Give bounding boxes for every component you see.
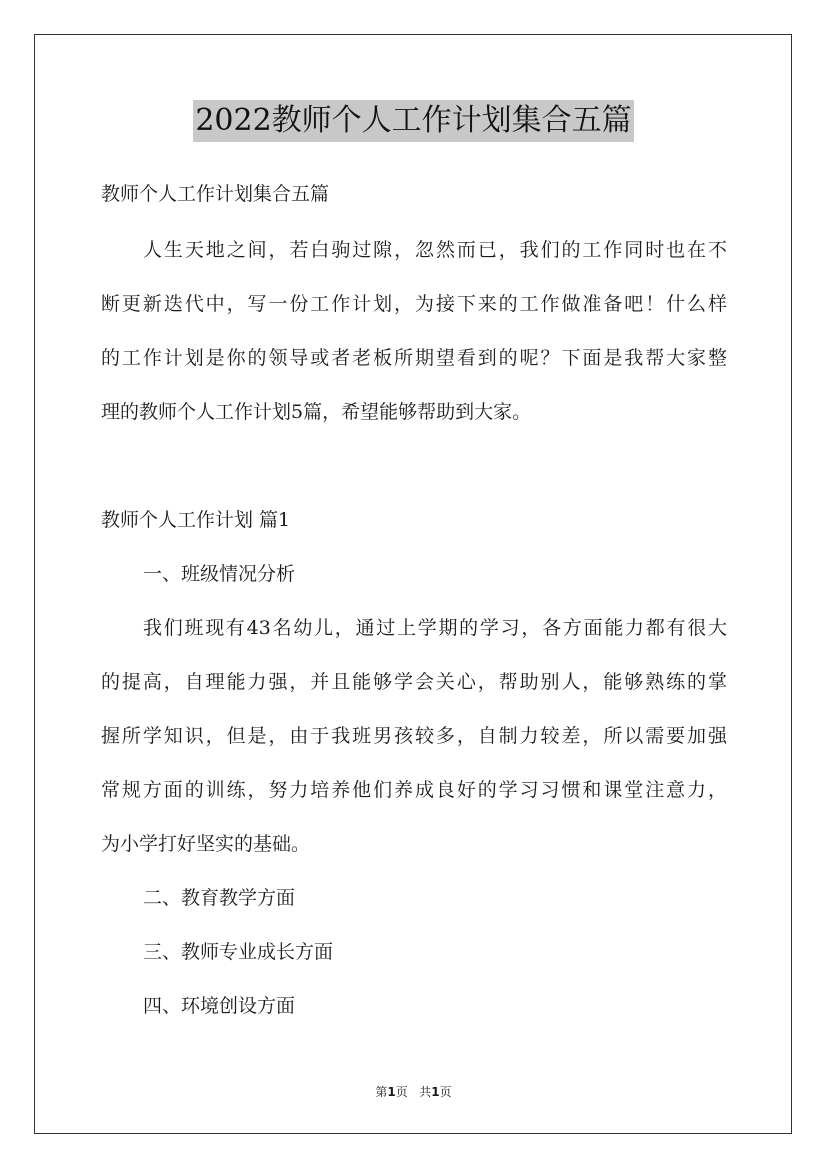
intro-line: 人生天地之间，若白驹过隙，忽然而已，我们的工作同时也在不 (143, 239, 727, 261)
item-heading: 一、班级情况分析 (143, 563, 296, 585)
item-heading: 四、环境创设方面 (143, 995, 296, 1017)
item-heading: 二、教育教学方面 (143, 887, 296, 909)
intro-line: 断更新迭代中，写一份工作计划，为接下来的工作做准备吧！什么样 (101, 293, 727, 315)
intro-line: 理的教师个人工作计划5篇，希望能够帮助到大家。 (101, 401, 532, 423)
total-label: 页 (439, 1085, 452, 1099)
page-prefix: 第 (375, 1085, 388, 1099)
document-title: 2022教师个人工作计划集合五篇 (193, 100, 633, 142)
total-pages: 1 (431, 1085, 440, 1099)
body-line: 为小学打好坚实的基础。 (101, 833, 311, 855)
document-subtitle: 教师个人工作计划集合五篇 (101, 183, 330, 205)
body-line: 我们班现有43名幼儿，通过上学期的学习，各方面能力都有很大 (143, 617, 727, 639)
page-label: 页 (395, 1085, 408, 1099)
page-number: 1 (387, 1085, 396, 1099)
item-heading: 三、教师专业成长方面 (143, 941, 334, 963)
intro-line: 的工作计划是你的领导或者老板所期望看到的呢？下面是我帮大家整 (101, 347, 727, 369)
total-prefix: 共 (419, 1085, 432, 1099)
section-heading: 教师个人工作计划 篇1 (101, 509, 291, 531)
body-line: 的提高，自理能力强，并且能够学会关心，帮助别人，能够熟练的掌 (101, 671, 727, 693)
body-line: 常规方面的训练，努力培养他们养成良好的学习习惯和课堂注意力， (101, 779, 727, 801)
body-line: 握所学知识，但是，由于我班男孩较多，自制力较差，所以需要加强 (101, 725, 727, 747)
page-footer (0, 1084, 827, 1100)
title-container (0, 100, 827, 142)
